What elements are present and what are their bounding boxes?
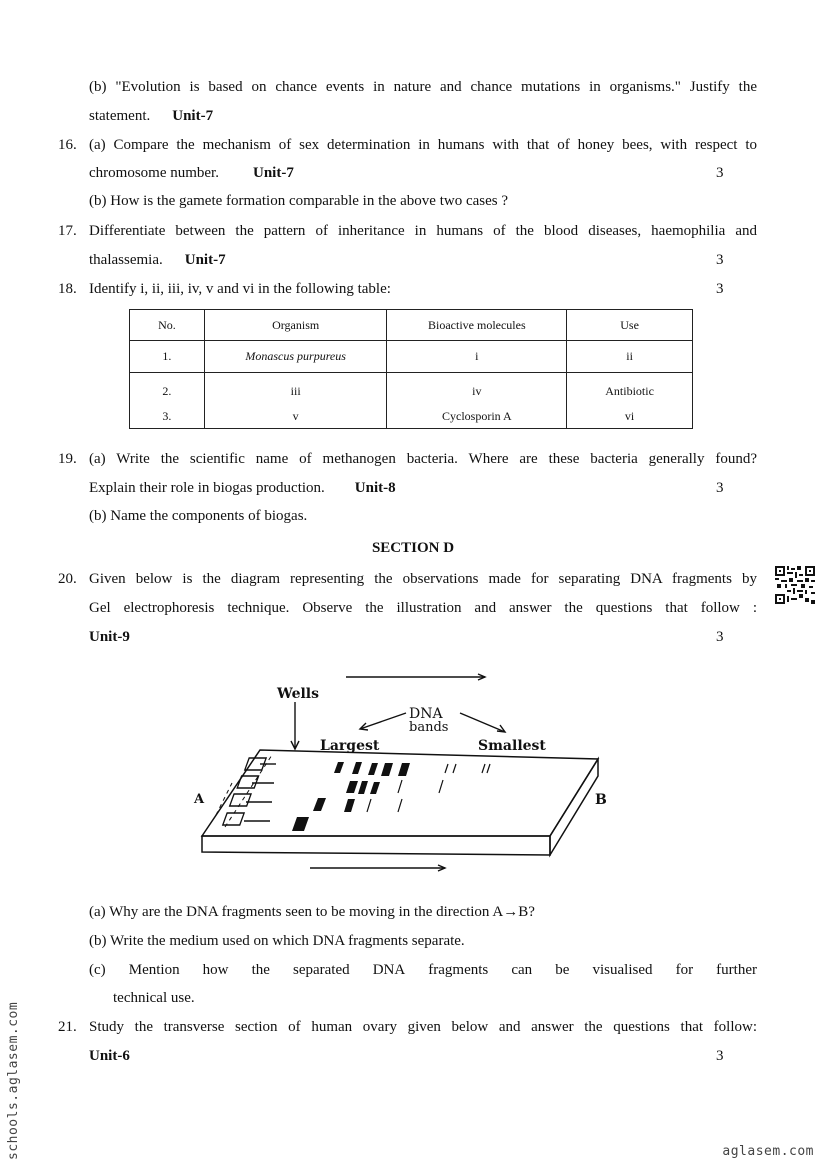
table-header-cell: No. [130, 310, 205, 341]
label-dna: DNA [409, 706, 443, 722]
table-header-row [130, 310, 693, 341]
word: Mention [128, 962, 180, 978]
table-cell: Monascus purpureus [204, 341, 387, 373]
word: how [202, 962, 229, 978]
q16-number: 16. [58, 137, 77, 153]
well [223, 813, 244, 825]
q19-line1: (a) Write the scientific name of methanogen bacteria. Where are these bacteria generally found? [89, 451, 757, 467]
q20-number: 20. [58, 571, 77, 587]
q19-line2: Explain their role in biogas production. Unit-8 [89, 480, 396, 496]
gel-electrophoresis-diagram [180, 665, 620, 880]
q16-unit: Unit-7 [252, 165, 294, 181]
table-row [130, 404, 693, 429]
table-cell: Cyclosporin A [387, 404, 567, 429]
q16-line3: (b) How is the gamete formation comparable in the above two cases ? [89, 193, 509, 209]
word: fragments [428, 962, 489, 978]
table-header-cell: Organism [204, 310, 387, 341]
gel-slab-side [550, 759, 598, 855]
table-cell: 1. [130, 341, 205, 373]
q17-number: 17. [58, 223, 77, 239]
q16-line2: chromosome number. Unit-7 [89, 165, 294, 181]
word: further [716, 962, 757, 978]
q18-marks: 3 [716, 281, 724, 297]
word: the [251, 962, 270, 978]
label-a: A [194, 792, 205, 807]
table-cell: iii [204, 373, 387, 405]
q21-number: 21. [58, 1019, 77, 1035]
label-b: B [595, 792, 607, 808]
q17-line1: Differentiate between the pattern of inheritance in humans of the blood diseases, haemophilia and [89, 223, 757, 239]
label-largest: Largest [320, 738, 380, 754]
well [237, 776, 258, 788]
label-wells: Wells [277, 686, 320, 702]
q20-part-c-line1 [89, 961, 757, 979]
q17-marks: 3 [716, 252, 724, 268]
q21-unit: Unit-6 [89, 1048, 130, 1064]
q17-unit: Unit-7 [184, 252, 226, 268]
q19-line3: (b) Name the components of biogas. [89, 508, 308, 524]
q16-marks: 3 [716, 165, 724, 181]
table-row [130, 341, 693, 373]
dna-bands [292, 762, 410, 831]
word: DNA [372, 962, 406, 978]
table-cell: 2. [130, 373, 205, 405]
q20-part-b: (b) Write the medium used on which DNA fragments separate. [89, 933, 465, 949]
q19-number: 19. [58, 451, 77, 467]
gel-slab-front [202, 836, 550, 855]
q15b-unit: Unit-7 [172, 108, 214, 124]
word: visualised [592, 962, 653, 978]
table-header-cell: Use [567, 310, 693, 341]
word: separated [292, 962, 350, 978]
table-cell: iv [387, 373, 567, 405]
q19-unit: Unit-8 [354, 480, 396, 496]
qr-code-icon [775, 566, 815, 604]
label-smallest: Smallest [478, 738, 546, 754]
word: be [555, 962, 570, 978]
q20-unit: Unit-9 [89, 629, 130, 645]
table-cell: Antibiotic [567, 373, 693, 405]
label-bands: bands [409, 720, 449, 735]
q16-line1: (a) Compare the mechanism of sex determination in humans with that of honey bees, with respect to [89, 137, 757, 153]
table-cell: vi [567, 404, 693, 429]
q21-line1: Study the transverse section of human ovary given below and answer the questions that follow: [89, 1019, 757, 1035]
q20-part-c-line2: technical use. [113, 990, 195, 1006]
q18-text: Identify i, ii, iii, iv, v and vi in the following table: [89, 281, 391, 297]
q17-line2: thalassemia. Unit-7 [89, 252, 226, 268]
q19-marks: 3 [716, 480, 724, 496]
q20-part-a: (a) Why are the DNA fragments seen to be moving in the direction A→B? [89, 904, 535, 920]
word: (c) [89, 962, 106, 978]
q18-number: 18. [58, 281, 77, 297]
section-title: SECTION D [371, 540, 455, 556]
side-watermark: schools.aglasem.com [6, 1001, 21, 1160]
q15b-line1: (b) "Evolution is based on chance events in nature and chance mutations in organisms." Justify the [89, 79, 757, 95]
q20-line2: Gel electrophoresis technique. Observe the illustration and answer the questions that follow : [89, 600, 757, 616]
table-cell: 3. [130, 404, 205, 429]
table-cell: ii [567, 341, 693, 373]
gel-slab-top [202, 750, 598, 836]
bioactive-table [129, 309, 693, 429]
q20-line1: Given below is the diagram representing the observations made for separating DNA fragments by [89, 571, 757, 587]
table-cell: i [387, 341, 567, 373]
word: for [675, 962, 694, 978]
word: can [511, 962, 533, 978]
table-header-cell: Bioactive molecules [387, 310, 567, 341]
q21-marks: 3 [716, 1048, 724, 1064]
table-cell: v [204, 404, 387, 429]
bottom-watermark: aglasem.com [722, 1144, 814, 1159]
table-row [130, 373, 693, 405]
q20-marks: 3 [716, 629, 724, 645]
q15b-line2: statement. Unit-7 [89, 108, 214, 124]
